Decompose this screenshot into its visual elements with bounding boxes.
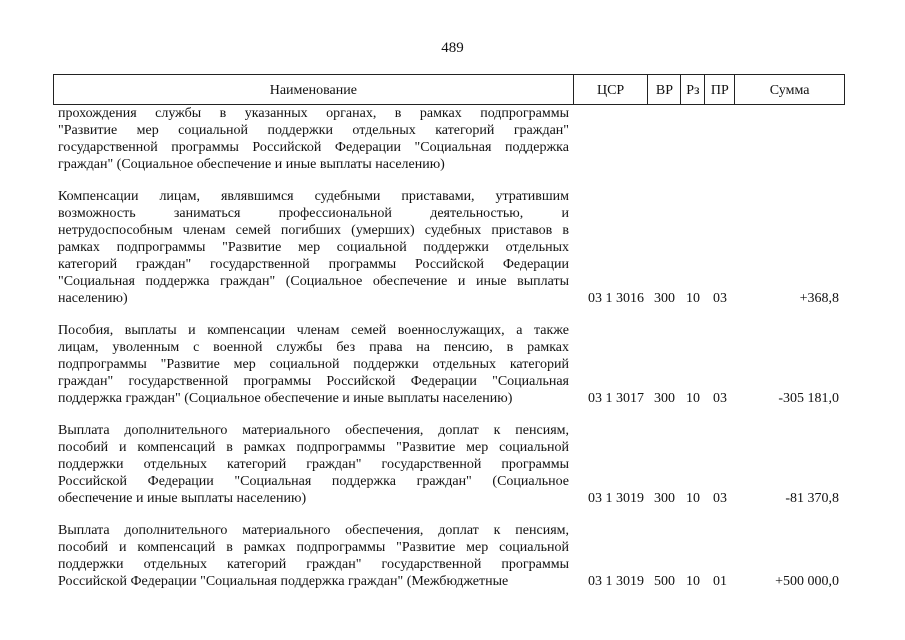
row-name-line: "Развитие мер социальной поддержки отдельных категорий граждан" [58, 123, 569, 138]
header-csr: ЦСР [573, 75, 648, 104]
row-gap [53, 507, 845, 522]
header-rz: Рз [680, 75, 704, 104]
row-name-line: подпрограммы "Развитие мер социальной поддержки отдельных категорий [58, 357, 569, 372]
row-name-line: пособий и компенсаций в рамках подпрограммы "Развитие мер социальной [58, 440, 569, 455]
row-rz: 10 [686, 291, 700, 306]
row-csr: 03 1 3017 [588, 391, 644, 406]
row-name-line: обеспечение и иные выплаты населению) [58, 491, 307, 506]
row-name-line: населению) [58, 291, 128, 306]
page-number: 489 [441, 40, 464, 56]
header-vr: ВР [647, 75, 680, 104]
row-name [53, 522, 573, 590]
row-name-line: "Социальная поддержка граждан" (Социальное обеспечение и иные выплаты [58, 274, 569, 289]
row-rz: 10 [686, 491, 700, 506]
row-gap [53, 307, 845, 322]
header-sum: Сумма [734, 75, 844, 104]
row-vr: 300 [654, 291, 675, 306]
row-name-line: государственной программы Российской Федерации "Социальная поддержка [58, 140, 569, 155]
row-sum: +368,8 [799, 291, 839, 306]
table-body [53, 105, 845, 590]
row-name-line: граждан" (Социальное обеспечение и иные выплаты населению) [58, 157, 445, 172]
row-sum: -81 370,8 [785, 491, 839, 506]
table-row [53, 188, 845, 307]
row-sum: -305 181,0 [778, 391, 839, 406]
row-name-line: Выплата дополнительного материального обеспечения, доплат к пенсиям, [58, 523, 569, 538]
row-pr: 03 [713, 491, 727, 506]
row-name-line: Выплата дополнительного материального обеспечения, доплат к пенсиям, [58, 423, 569, 438]
row-name [53, 422, 573, 507]
row-vr: 300 [654, 491, 675, 506]
table-header [53, 74, 845, 105]
table-row [53, 322, 845, 407]
row-gap [53, 407, 845, 422]
header-name: Наименование [269, 83, 357, 98]
row-name-line: лицам, уволенным с военной службы без права на пенсию, в рамках [58, 340, 569, 355]
row-name-line: поддержки отдельных категорий граждан" государственной программы [58, 557, 569, 572]
row-rz: 10 [686, 391, 700, 406]
row-name-line: Пособия, выплаты и компенсации членам семей военнослужащих, а также [58, 323, 569, 338]
header-pr: ПР [704, 75, 734, 104]
row-name [53, 105, 573, 173]
row-name-line: Российской Федерации "Социальная поддержка граждан" (Межбюджетные [58, 574, 509, 589]
row-name-line: возможность заниматься профессиональной деятельностью, и [58, 206, 569, 221]
row-pr: 01 [713, 574, 727, 589]
row-csr: 03 1 3019 [588, 574, 644, 589]
row-name-line: категорий граждан" государственной программы Российской Федерации [58, 257, 569, 272]
row-name-line: поддержка граждан" (Социальное обеспечение и иные выплаты населению) [58, 391, 513, 406]
row-csr: 03 1 3016 [588, 291, 644, 306]
row-rz: 10 [686, 574, 700, 589]
row-name-line: рамках подпрограммы "Развитие мер социальной поддержки отдельных [58, 240, 569, 255]
row-sum: +500 000,0 [775, 574, 839, 589]
row-name-line: нетрудоспособным членам семей погибших (умерших) судебных приставов в [58, 223, 569, 238]
row-name-line: прохождения службы в указанных органах, в рамках подпрограммы [58, 106, 569, 121]
row-name-line: Российской Федерации "Социальная поддержка граждан" (Социальное [58, 474, 569, 489]
row-name-line: пособий и компенсаций в рамках подпрограммы "Развитие мер социальной [58, 540, 569, 555]
row-pr: 03 [713, 391, 727, 406]
budget-table [53, 74, 845, 590]
row-name [53, 188, 573, 307]
row-name-line: Компенсации лицам, являвшимся судебными приставами, утратившим [58, 189, 569, 204]
row-vr: 500 [654, 574, 675, 589]
table-row [53, 105, 845, 173]
row-gap [53, 173, 845, 188]
row-name [53, 322, 573, 407]
row-pr: 03 [713, 291, 727, 306]
row-vr: 300 [654, 391, 675, 406]
table-row [53, 422, 845, 507]
row-name-line: граждан" государственной программы Российской Федерации "Социальная [58, 374, 569, 389]
table-row [53, 522, 845, 590]
row-csr: 03 1 3019 [588, 491, 644, 506]
row-name-line: поддержки отдельных категорий граждан" государственной программы [58, 457, 569, 472]
